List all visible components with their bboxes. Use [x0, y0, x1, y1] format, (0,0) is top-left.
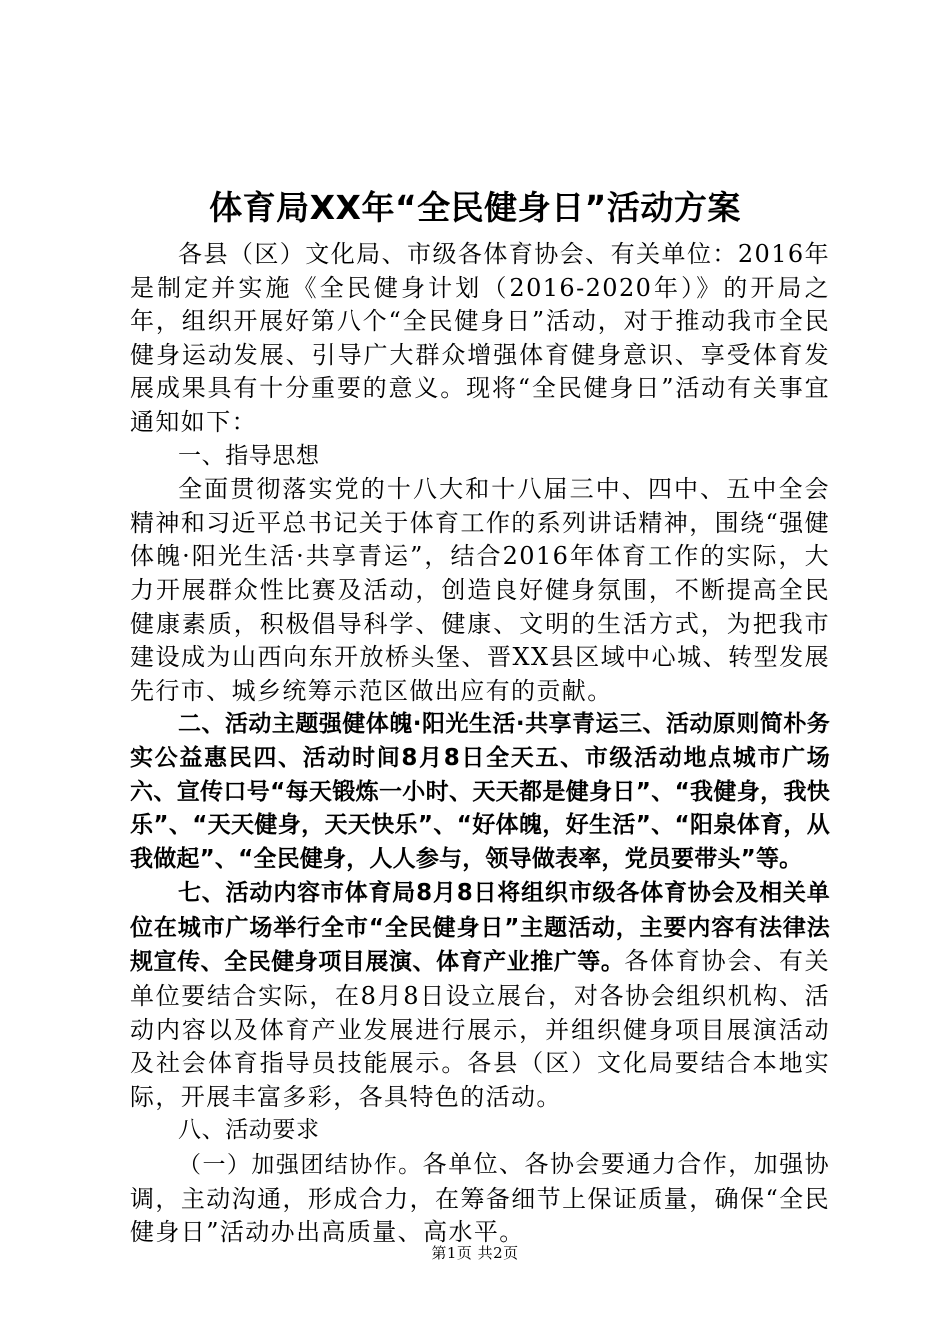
section-seven-text: 各体育协会、有关单位要结合实际，在8月8日设立展台，对各协会组织机构、活动内容以及体育产业发展进行展示，并组织健身项目展演活动及社会体育指导员技能展示。各县（区）文化局要结合本地实际，开展丰富多彩，各具特色的活动。	[130, 947, 831, 1111]
section-heading-requirements: 八、活动要求	[178, 1117, 320, 1144]
sections-two-to-six-paragraph: 二、活动主题强健体魄·阳光生活·共享青运三、活动原则简朴务实公益惠民四、活动时间8月8日全天五、市级活动地点城市广场六、宣传口号“每天锻炼一小时、天天都是健身日”、“我健身，我快乐”、“天天健身，天天快乐”、“好体魄，好生活”、“阳泉体育，从我做起”、“全民健身，人人参与，领导做表率，党员要带头”等。	[130, 711, 830, 872]
section-seven-paragraph	[130, 876, 830, 1114]
requirement-one-lead: （一）加强团结协作。	[178, 1152, 423, 1179]
document-body	[130, 238, 830, 1250]
requirement-one-text: 各单位、各协会要通力合作，加强协调，主动沟通，形成合力，在筹备细节上保证质量，确保“全民健身日”活动办出高质量、高水平。	[130, 1150, 830, 1247]
section-heading-guiding-thought: 一、指导思想	[178, 442, 320, 469]
intro-paragraph: 各县（区）文化局、市级各体育协会、有关单位：2016年是制定并实施《全民健身计划（2016-2020年）》的开局之年，组织开展好第八个“全民健身日”活动，对于推动我市全民健身运动发展、引导广大群众增强体育健身意识、享受体育发展成果具有十分重要的意义。现将“全民健身日”活动有关事宜通知如下：	[130, 240, 830, 436]
requirement-one-paragraph	[130, 1148, 830, 1250]
section-seven-bold-text: 七、活动内容市体育局8月8日将组织市级各体育协会及相关单位在城市广场举行全市“全民健身日”主题活动，主要内容有法律法规宣传、全民健身项目展演、体育产业推广等。	[130, 880, 830, 976]
document-title: 体育局XX年“全民健身日”活动方案	[209, 188, 741, 227]
page-footer: 第1页 共2页	[431, 1244, 519, 1262]
guiding-thought-paragraph: 全面贯彻落实党的十八大和十八届三中、四中、五中全会精神和习近平总书记关于体育工作的系列讲话精神，围绕“强健体魄·阳光生活·共享青运”，结合2016年体育工作的实际，大力开展群众性比赛及活动，创造良好健身氛围，不断提高全民健康素质，积极倡导科学、健康、文明的生活方式，为把我市建设成为山西向东开放桥头堡、晋XX县区域中心城、转型发展先行市、城乡统筹示范区做出应有的贡献。	[130, 475, 830, 705]
